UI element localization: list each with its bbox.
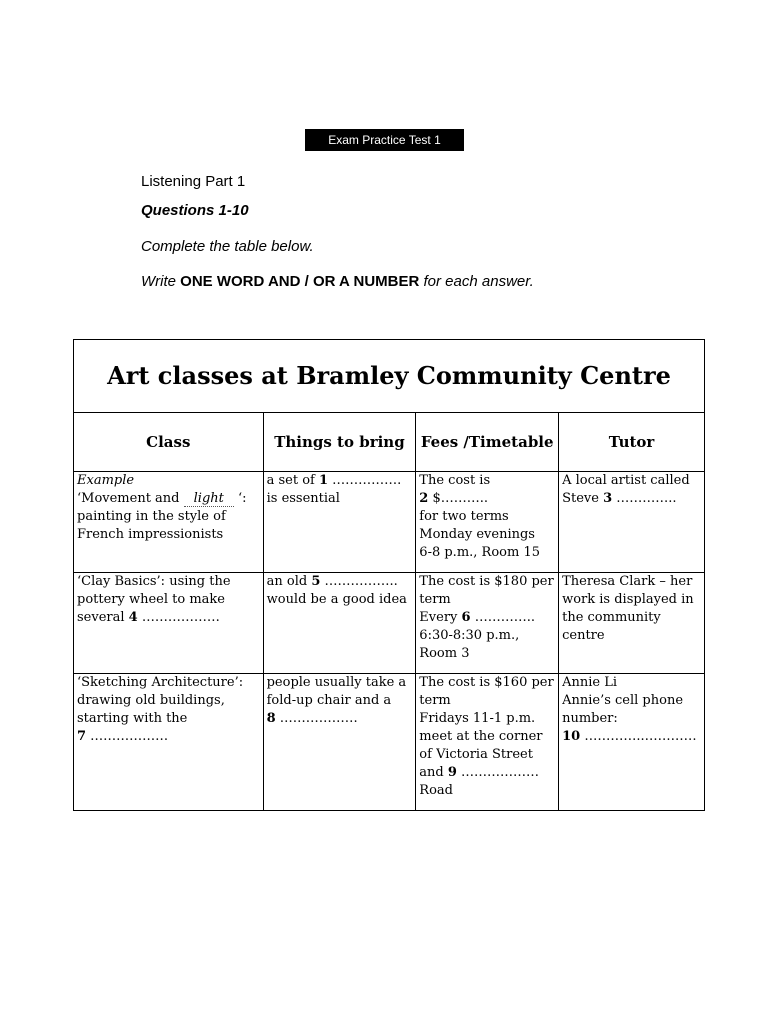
cell-bring bbox=[263, 573, 416, 674]
cell-class bbox=[74, 472, 264, 573]
instruction-write-post: for each answer. bbox=[419, 273, 534, 290]
header-tutor: Tutor bbox=[559, 413, 705, 472]
bring-text: an old bbox=[266, 574, 312, 589]
cell-tutor bbox=[559, 573, 705, 674]
question-number: 6 bbox=[461, 610, 471, 625]
instruction-write-pre: Write bbox=[141, 273, 181, 290]
question-number: 8 bbox=[266, 711, 276, 726]
answer-blank: ……………. bbox=[328, 473, 402, 488]
class-text: ‘Clay Basics’: using the pottery wheel to make several bbox=[77, 574, 231, 625]
answer-blank: …………..………… bbox=[580, 729, 697, 744]
table-row bbox=[74, 674, 705, 811]
tutor-text: Annie’s cell phone number: bbox=[562, 693, 684, 726]
example-answer: light bbox=[184, 491, 234, 507]
bring-text: people usually take a fold-up chair and a bbox=[266, 675, 407, 708]
class-text: painting in the style of French impressionists bbox=[77, 509, 226, 542]
question-number: 10 bbox=[562, 729, 581, 744]
answer-blank: ……………… bbox=[275, 711, 358, 726]
question-number: 2 bbox=[419, 491, 429, 506]
instruction-complete: Complete the table below. bbox=[141, 238, 314, 255]
tutor-text: Theresa Clark – her work is displayed in the community centre bbox=[562, 574, 694, 643]
table-title: Art classes at Bramley Community Centre bbox=[74, 340, 705, 413]
exam-title-badge: Exam Practice Test 1 bbox=[305, 129, 464, 151]
question-number: 4 bbox=[128, 610, 138, 625]
answer-blank: …………….. bbox=[320, 574, 398, 589]
header-things-to-bring: Things to bring bbox=[263, 413, 416, 472]
example-label: Example bbox=[77, 473, 135, 488]
header-class: Class bbox=[74, 413, 264, 472]
bring-text: is essential bbox=[266, 491, 340, 506]
questions-heading: Questions 1-10 bbox=[141, 202, 249, 219]
answer-blank: ……………… bbox=[86, 729, 169, 744]
answer-blank: ……………… bbox=[456, 765, 540, 780]
class-text: ‘Sketching Architecture’: drawing old buildings, starting with the bbox=[77, 675, 244, 726]
fees-text: The cost is $160 per term bbox=[419, 675, 554, 708]
fees-text: 6:30-8:30 p.m., Room 3 bbox=[419, 628, 520, 661]
cell-fees bbox=[416, 573, 559, 674]
class-text: ‘Movement and bbox=[77, 491, 184, 506]
tutor-text: A local artist called bbox=[562, 473, 690, 488]
fees-text: The cost is bbox=[419, 473, 491, 488]
fees-text: The cost is $180 per term bbox=[419, 574, 554, 607]
fees-text: Monday evenings bbox=[419, 527, 535, 542]
question-number: 7 bbox=[77, 729, 87, 744]
tutor-text: Steve bbox=[562, 491, 604, 506]
question-number: 1 bbox=[318, 473, 329, 488]
answer-blank: $……….. bbox=[428, 491, 489, 506]
fees-text: for two terms bbox=[419, 509, 509, 524]
fees-text: and bbox=[419, 765, 448, 780]
answer-blank: ………….. bbox=[470, 610, 535, 625]
fees-text: Every bbox=[419, 610, 462, 625]
answer-blank: ………….. bbox=[612, 491, 677, 506]
cell-class bbox=[74, 573, 264, 674]
fees-text: 6-8 p.m., Room 15 bbox=[419, 545, 540, 560]
tutor-text: Annie Li bbox=[562, 675, 618, 690]
instruction-write bbox=[141, 273, 534, 290]
cell-tutor bbox=[559, 472, 705, 573]
section-heading: Listening Part 1 bbox=[141, 173, 246, 190]
question-number: 9 bbox=[447, 765, 457, 780]
fees-text: Road bbox=[419, 783, 453, 798]
question-number: 3 bbox=[603, 491, 613, 506]
cell-fees bbox=[416, 472, 559, 573]
cell-bring bbox=[263, 472, 416, 573]
cell-bring bbox=[263, 674, 416, 811]
table-row bbox=[74, 573, 705, 674]
cell-class bbox=[74, 674, 264, 811]
table-row bbox=[74, 472, 705, 573]
bring-text: would be a good idea bbox=[266, 592, 407, 607]
instruction-write-bold: ONE WORD AND / OR A NUMBER bbox=[180, 273, 420, 290]
header-fees-timetable: Fees /Timetable bbox=[416, 413, 559, 472]
art-classes-table bbox=[73, 339, 705, 811]
class-text: ‘: bbox=[233, 491, 247, 506]
answer-blank: ……………… bbox=[137, 610, 220, 625]
cell-tutor bbox=[559, 674, 705, 811]
fees-text: Fridays 11-1 p.m. meet at the corner of Victoria Street bbox=[419, 711, 543, 762]
cell-fees bbox=[416, 674, 559, 811]
question-number: 5 bbox=[311, 574, 321, 589]
bring-text: a set of bbox=[266, 473, 319, 488]
